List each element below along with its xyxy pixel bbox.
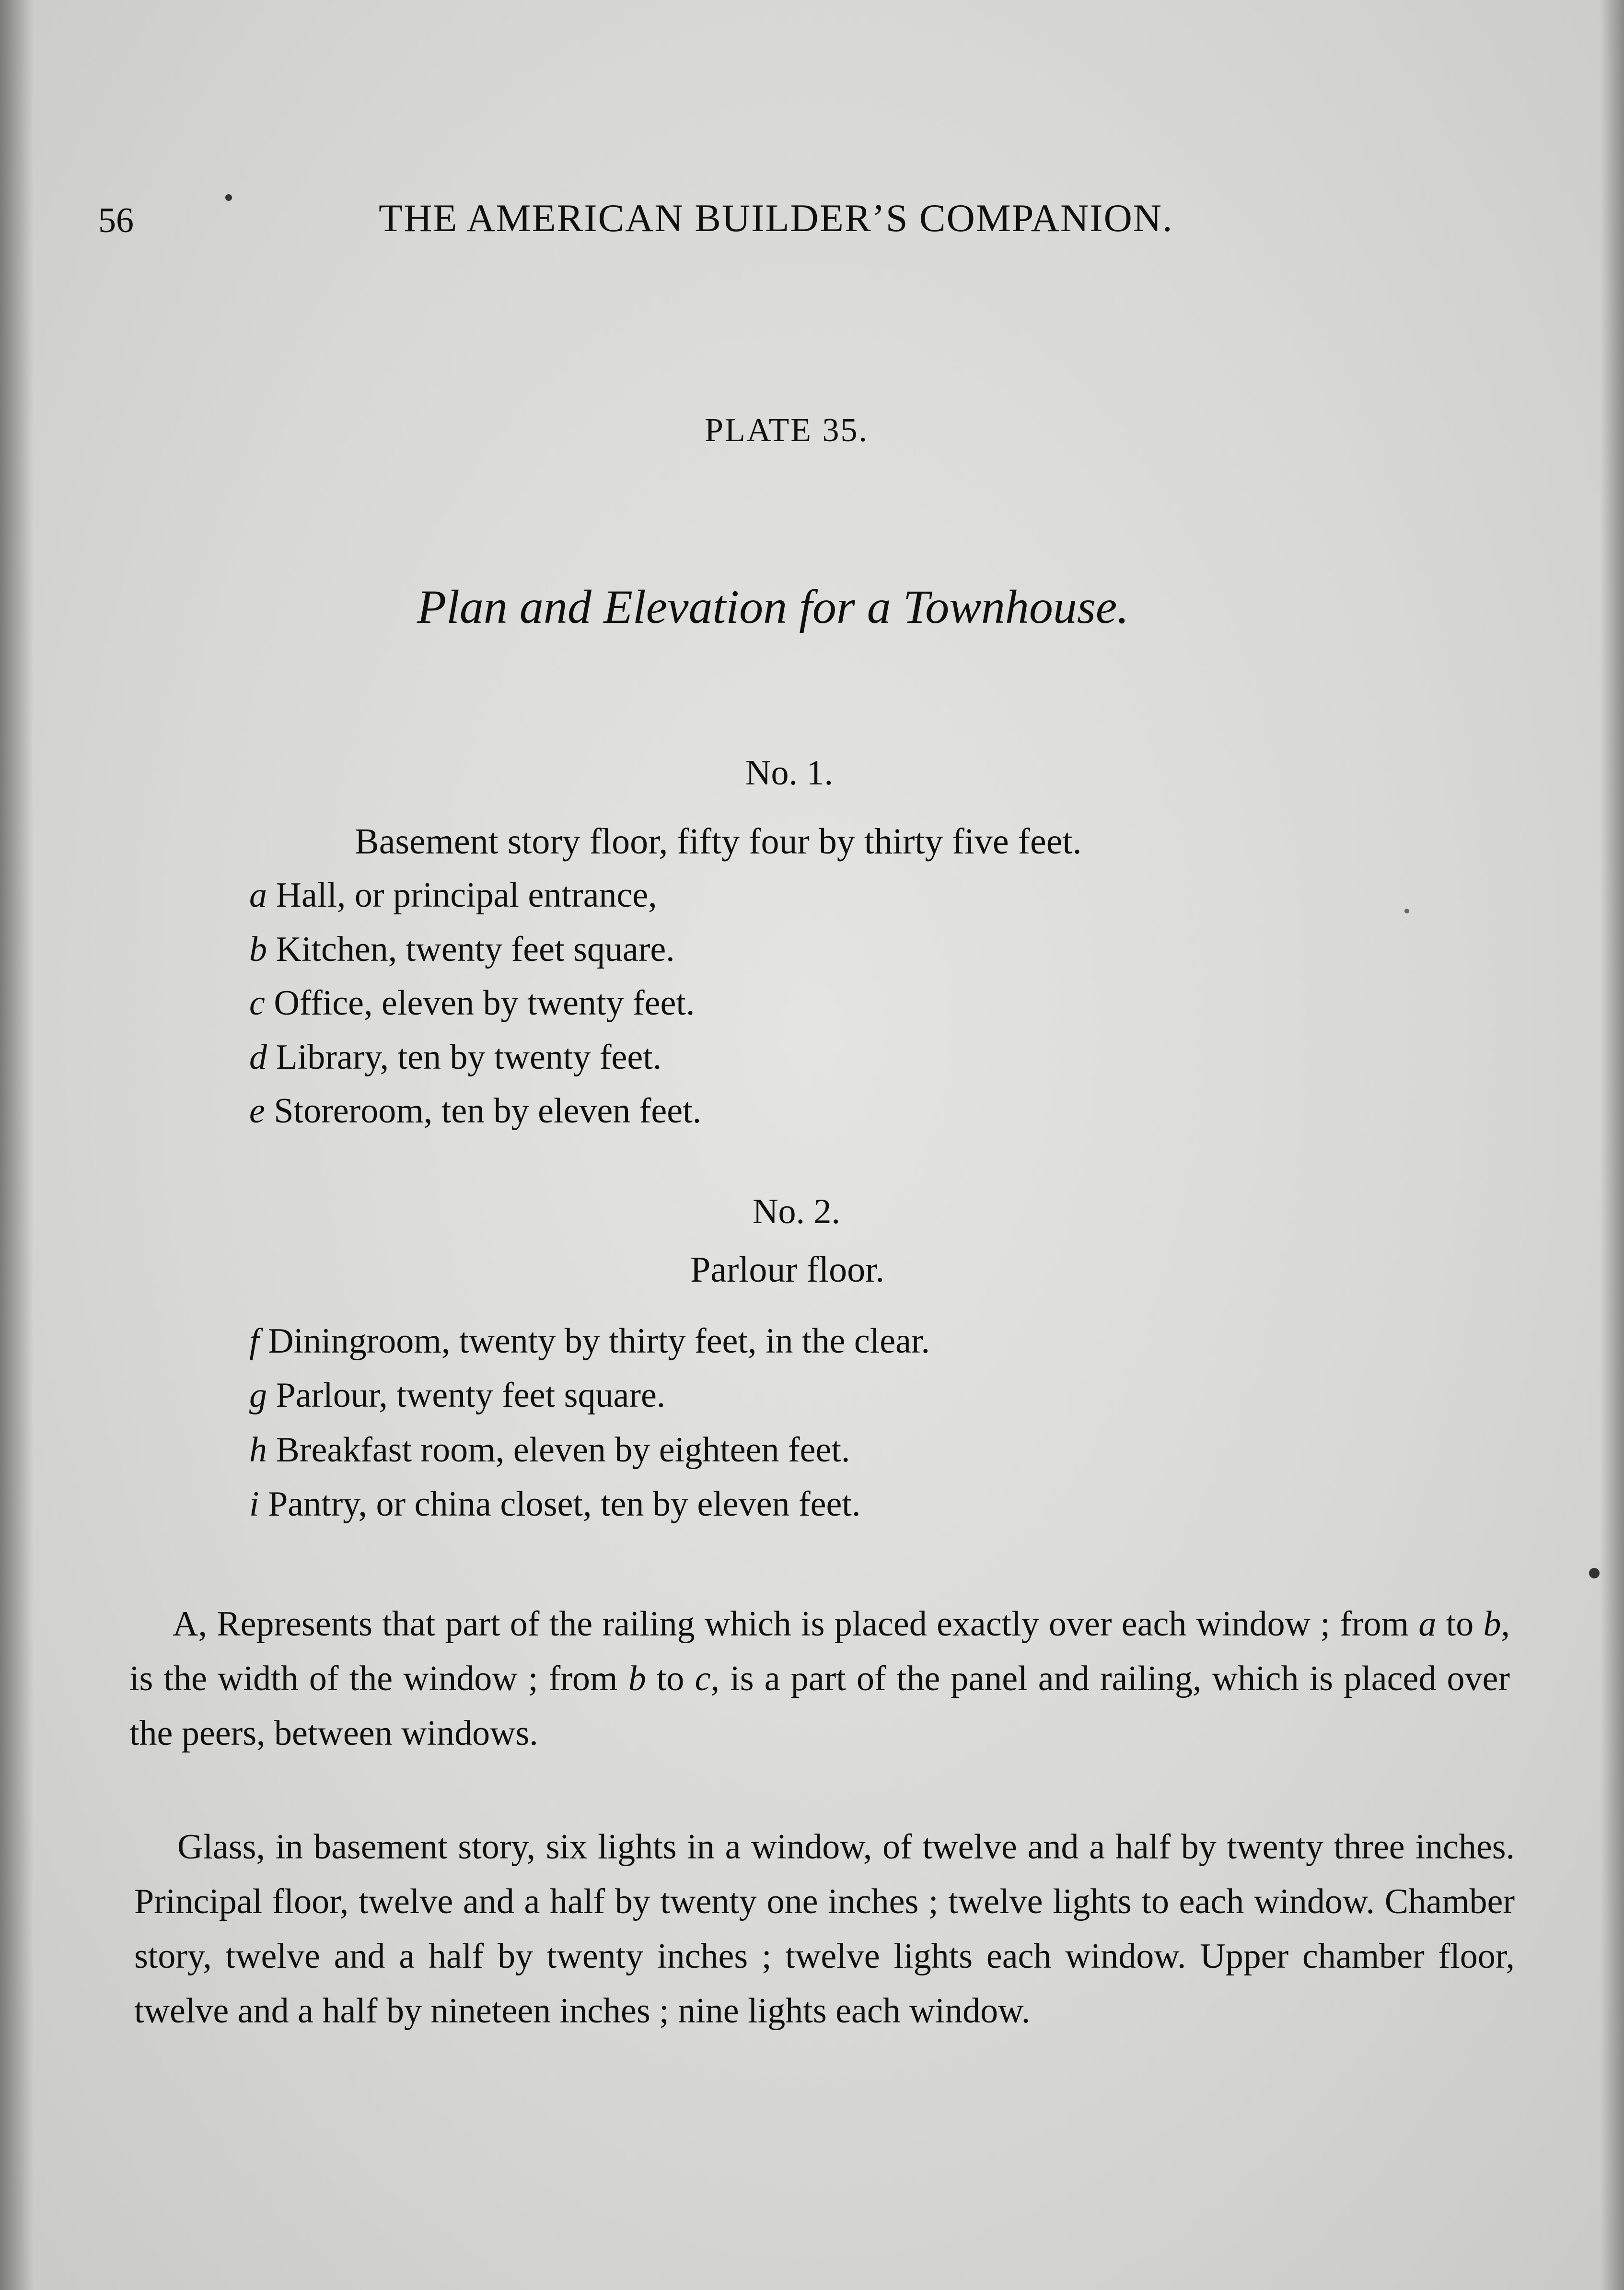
para-letter: a [1418,1604,1437,1644]
para-text: to [646,1659,695,1698]
item-text: Parlour, twenty feet square. [276,1376,666,1415]
item-letter: i [249,1484,259,1524]
right-edge-shadow [1600,0,1624,2290]
para-letter: b [1483,1604,1501,1644]
section-1-subheading: Basement story floor, fifty four by thirty five feet. [355,821,1082,862]
list-item [249,1375,665,1416]
left-edge-shadow [0,0,34,2290]
item-text: Breakfast room, eleven by eighteen feet. [276,1430,850,1470]
item-letter: d [249,1038,267,1077]
item-text: Kitchen, twenty feet square. [276,930,675,969]
page-number: 56 [98,201,134,240]
item-text: Storeroom, ten by eleven feet. [274,1091,702,1131]
para-text: , is a part of the panel and railing, which is placed over the peers, between windows. [129,1659,1510,1753]
para-text: to [1436,1604,1484,1644]
item-text: Diningroom, twenty by thirty feet, in the clear. [268,1321,930,1361]
section-2-subheading: Parlour floor. [690,1250,885,1290]
plate-title: Plan and Elevation for a Townhouse. [417,580,1129,633]
list-item [249,1321,930,1362]
list-item [249,875,657,916]
para-text: , is the width of the window ; from [129,1604,1510,1698]
para-letter: c [695,1659,711,1698]
print-speck [225,194,232,201]
print-speck [1404,909,1409,913]
list-item [249,983,695,1024]
item-letter: g [249,1376,267,1415]
list-item [249,1430,850,1471]
item-letter: c [249,983,265,1023]
paragraph-glass: Glass, in basement story, six lights in a window, of twelve and a half by twenty three inches. Principal floor, twelve and a half by twenty one inches ; twelve lights to each window. Chamber story, twelve and a half by twenty inches ; twelve lights each window. Upper chamber floor, twelve and a half by nineteen inches ; nine lights each window. [134,1827,1515,2031]
item-letter: b [249,930,267,969]
item-letter: e [249,1091,265,1131]
list-item [249,929,675,970]
plate-label: PLATE 35. [705,412,869,449]
item-letter: h [249,1430,267,1470]
print-speck [1589,1568,1600,1578]
item-letter: a [249,876,267,915]
item-letter: f [249,1321,259,1361]
item-text: Pantry, or china closet, ten by eleven feet. [268,1484,861,1524]
item-text: Office, eleven by twenty feet. [274,983,695,1023]
item-text: Hall, or principal entrance, [276,876,657,915]
section-1-heading: No. 1. [745,753,833,793]
section-2-heading: No. 2. [753,1192,840,1231]
para-text: A, Represents that part of the railing which is placed exactly over each window ; from [173,1604,1419,1644]
list-item [249,1037,661,1078]
running-title: THE AMERICAN BUILDER’S COMPANION. [379,196,1173,240]
para-letter: b [628,1659,646,1698]
list-item [249,1484,860,1525]
list-item [249,1091,701,1132]
paragraph-railing [129,1597,1510,1761]
item-text: Library, ten by twenty feet. [276,1038,662,1077]
